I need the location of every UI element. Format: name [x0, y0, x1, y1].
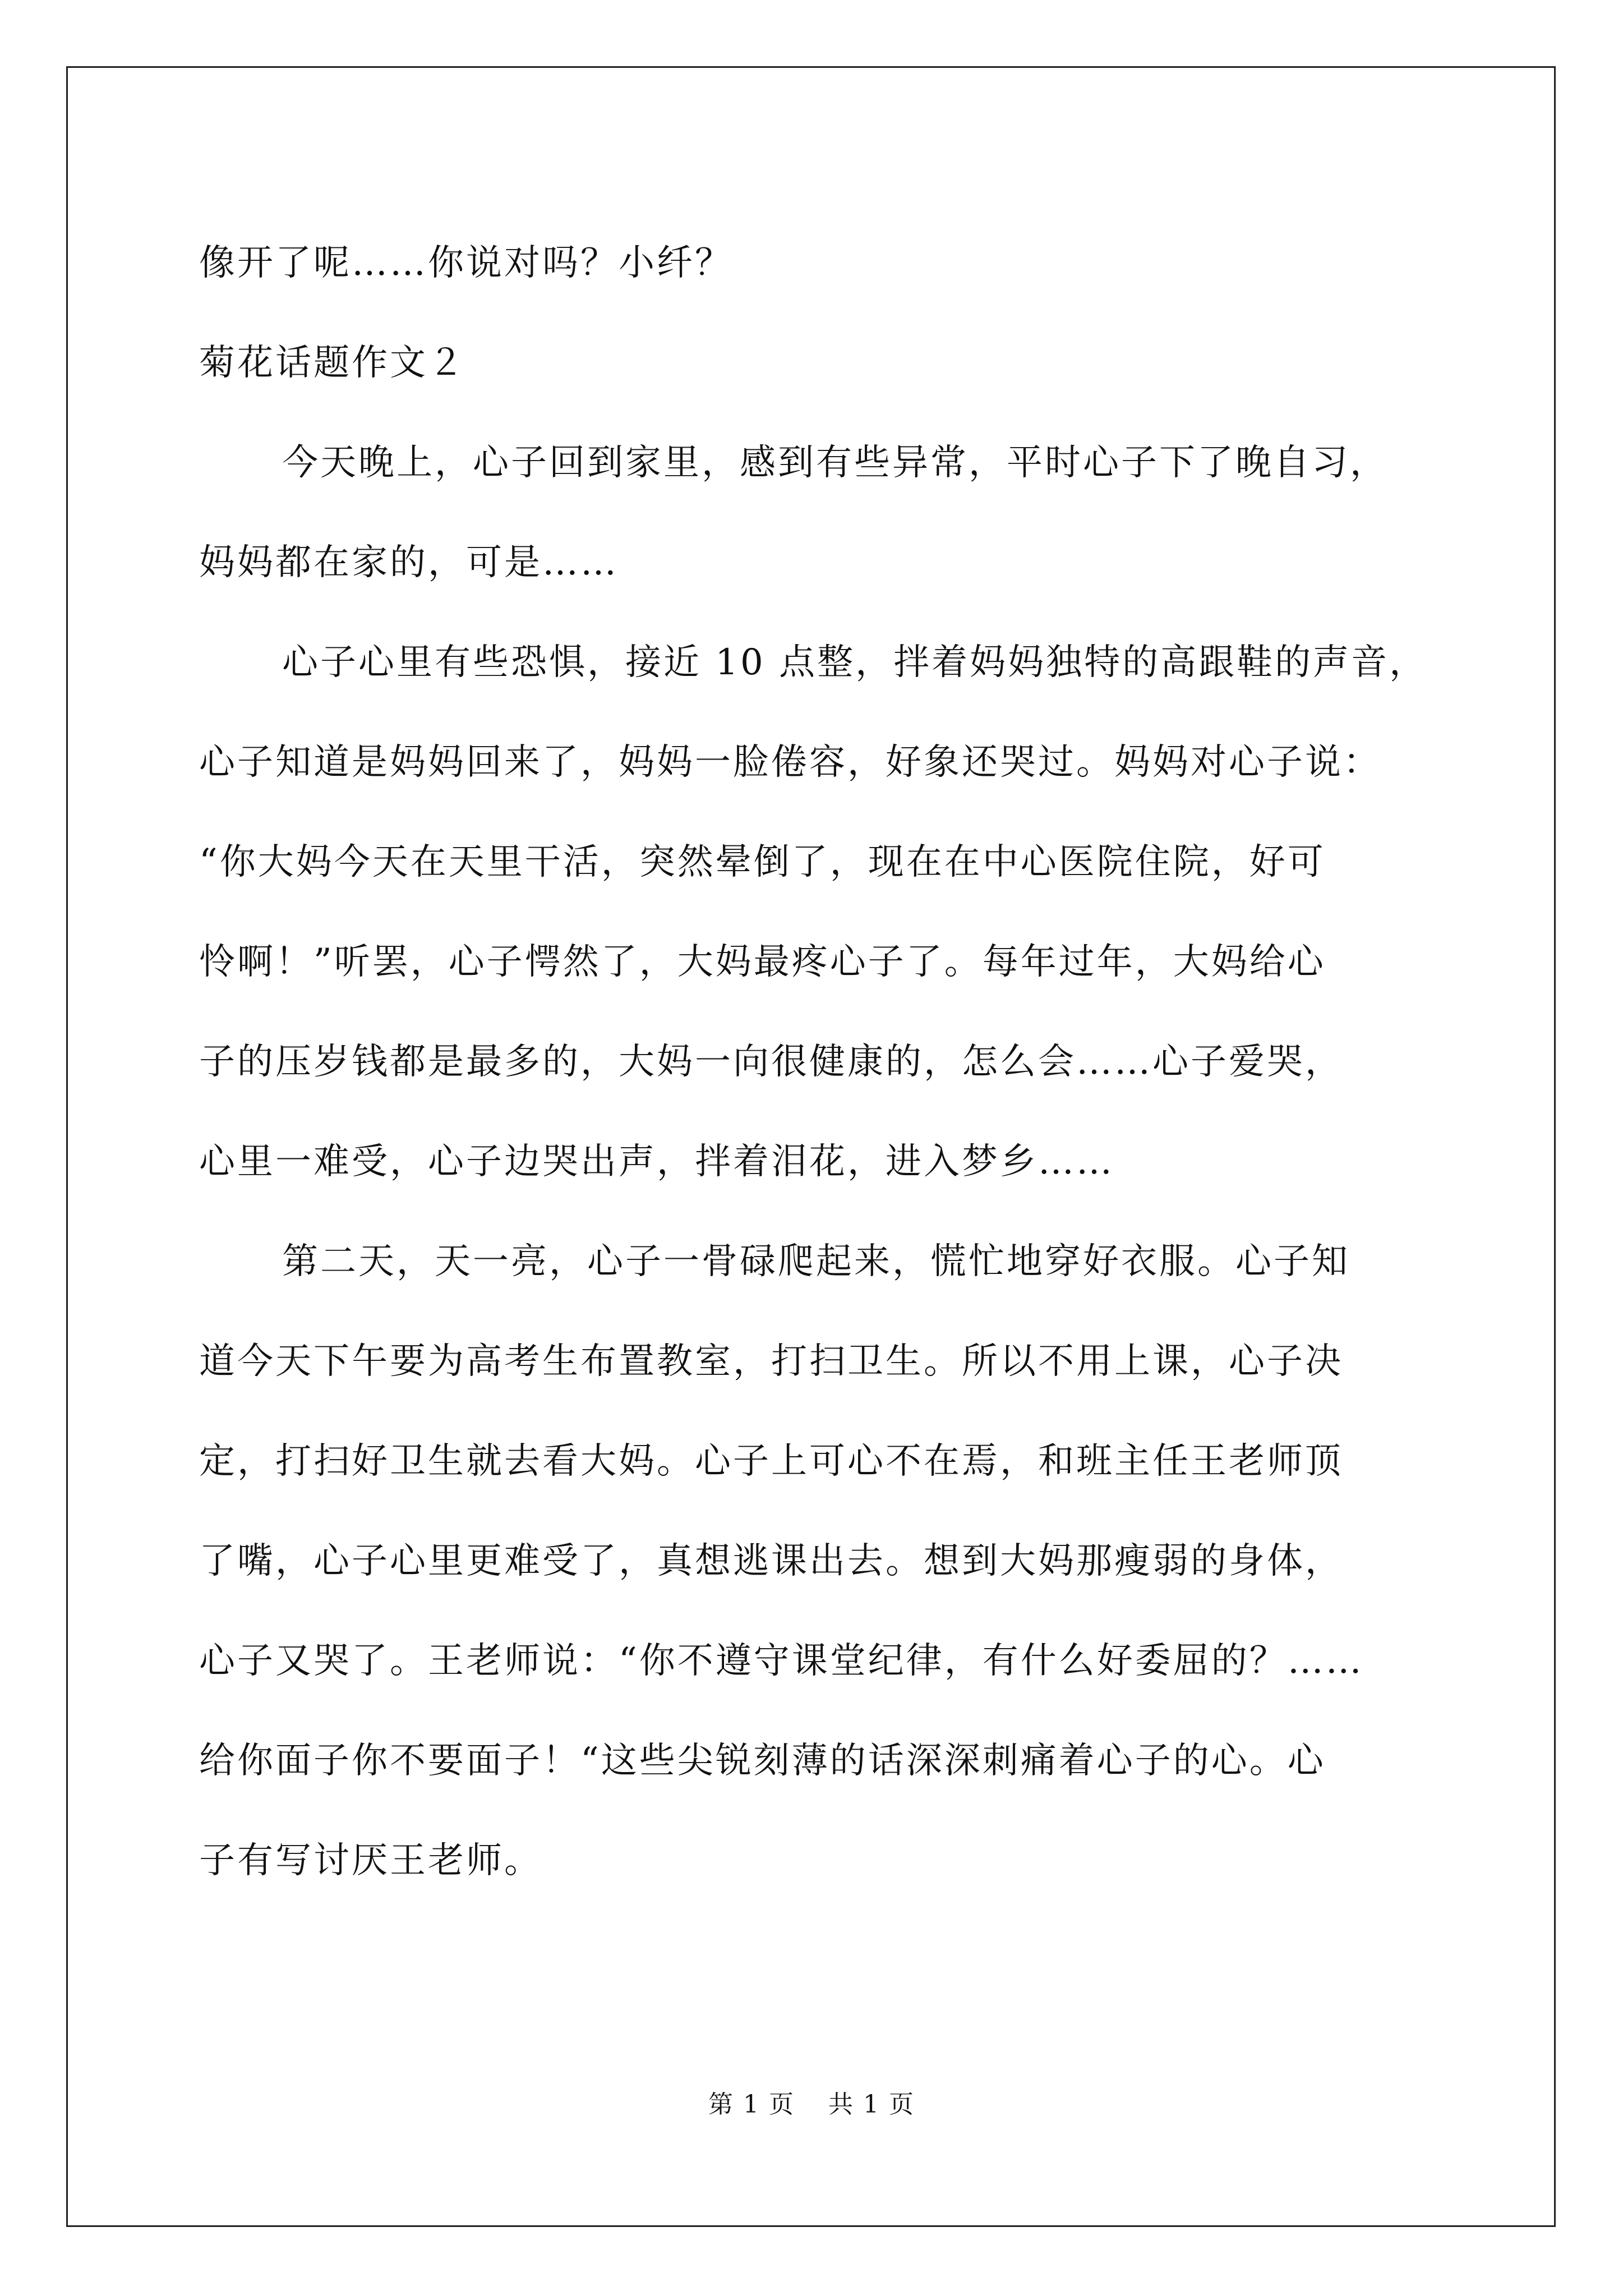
text-line: 心里一难受，心子边哭出声，拌着泪花，进入梦乡…… — [199, 1141, 1114, 1182]
paragraph-line: 今天晚上，心子回到家里，感到有些异常，平时心子下了晚自习， — [282, 442, 1388, 484]
text-line: 给你面子你不要面子！“这些尖锐刻薄的话深深刺痛着心子的心。心 — [199, 1740, 1326, 1782]
text-line: 子的压岁钱都是最多的，大妈一向很健康的，怎么会……心子爱哭， — [199, 1041, 1343, 1083]
paragraph-line: 心子心里有些恐惧，接近 10 点整，拌着妈妈独特的高跟鞋的声音， — [282, 642, 1428, 683]
document-body — [199, 213, 1427, 1911]
text-line: 定，打扫好卫生就去看大妈。心子上可心不在焉，和班主任王老师顶 — [199, 1441, 1343, 1482]
section-heading: 菊花话题作文２ — [199, 342, 466, 384]
text-line: 心子又哭了。王老师说：“你不遵守课堂纪律，有什么好委屈的？…… — [199, 1640, 1364, 1682]
paragraph-line: 第二天，天一亮，心子一骨碌爬起来，慌忙地穿好衣服。心子知 — [282, 1241, 1350, 1282]
text-line: 子有写讨厌王老师。 — [199, 1840, 542, 1881]
text-line: 心子知道是妈妈回来了，妈妈一脸倦容，好象还哭过。妈妈对心子说： — [199, 742, 1381, 783]
text-line: 道今天下午要为高考生布置教室，打扫卫生。所以不用上课，心子决 — [199, 1341, 1343, 1382]
text-line: “你大妈今天在天里干活，突然晕倒了，现在在中心医院住院，好可 — [199, 841, 1326, 883]
page-footer — [0, 2088, 1623, 2122]
text-line: 了嘴，心子心里更难受了，真想逃课出去。想到大妈那瘦弱的身体， — [199, 1540, 1343, 1582]
page-total: 共 1 页 — [828, 2090, 915, 2119]
page-number: 第 1 页 — [708, 2090, 795, 2119]
text-line: 妈妈都在家的，可是…… — [199, 542, 619, 583]
text-line: 像开了呢……你说对吗？小纤？ — [199, 242, 733, 284]
text-line: 怜啊！”听罢，心子愕然了，大妈最疼心子了。每年过年，大妈给心 — [199, 941, 1326, 983]
